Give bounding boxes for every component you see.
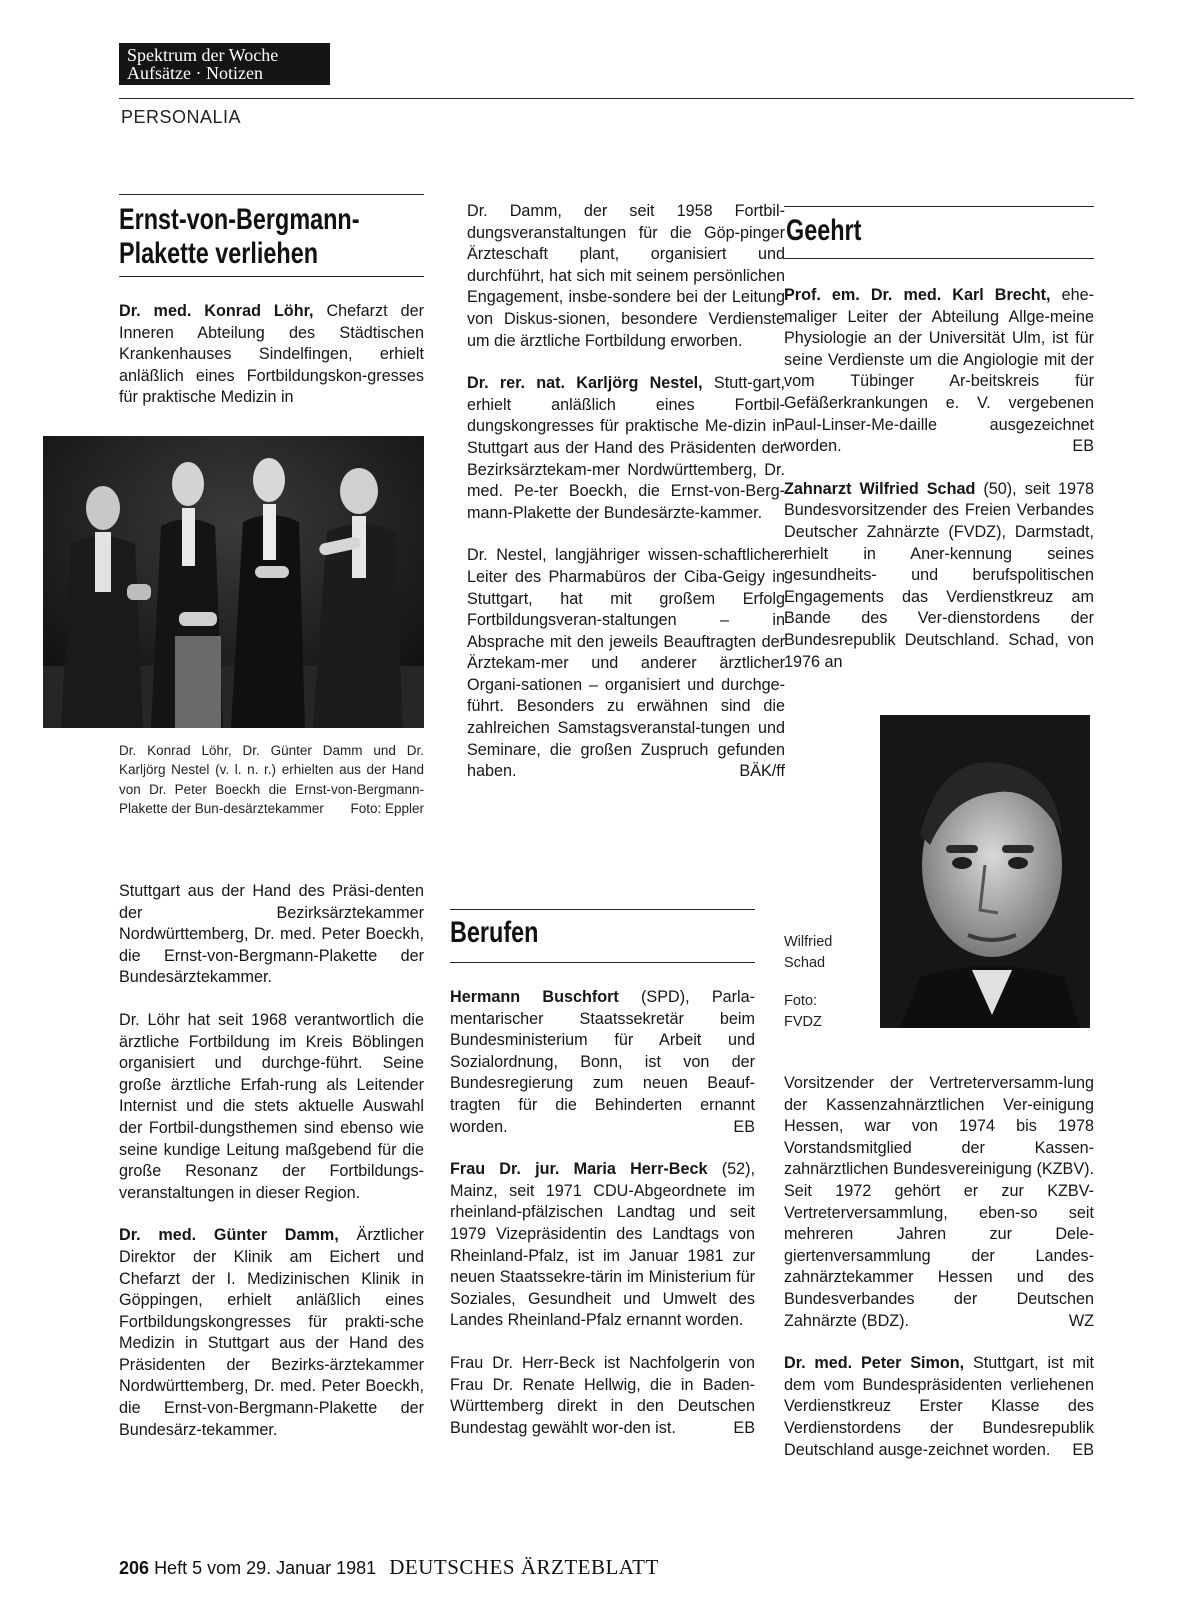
article-3-headline: Geehrt	[786, 214, 862, 247]
caption-text: Dr. Konrad Löhr, Dr. Günter Damm und Dr. Karljörg Nestel (v. l. n. r.) erhielten aus der Hand von Dr. Peter Boeckh die Ernst-von-Bergmann-Plakette der Bun-desärztekammer	[119, 743, 424, 816]
author-signature: EB	[1072, 1440, 1094, 1459]
paragraph-herr-beck-successor	[450, 1353, 755, 1439]
kicker-line-1: Spektrum der Woche	[127, 45, 279, 65]
paragraph-text: (50), seit 1978 Bundesvorsitzender des Freien Verbandes Deutscher Zahnärzte (FVDZ), Darmstadt, erhielt in Aner-kennung seines gesundheits- und berufspolitischen Engagements das Verdienstkreuz am Bande des Ver-dienstordens der Bundesrepublik Deutschland. Schad, von 1976 an	[784, 479, 1094, 671]
masthead: DEUTSCHES ÄRZTEBLATT	[389, 1555, 659, 1579]
person-name: Dr. rer. nat. Karljörg Nestel,	[467, 374, 703, 393]
section-title: PERSONALIA	[121, 107, 242, 127]
author-signature: EB	[733, 1117, 755, 1136]
paragraph-text: Stuttgart, ist mit dem vom Bundespräsidenten verliehenen Verdienstkreuz Erster Klasse des Verdienstordens der Bundesrepublik Deutschland ausge-zeichnet worden.	[784, 1354, 1094, 1459]
article-1-title-rule	[119, 276, 424, 277]
page-number: 206	[119, 1558, 150, 1578]
article-1-continued	[467, 201, 785, 783]
portrait-credit-line-1: Foto:	[784, 993, 818, 1009]
paragraph-simon	[784, 1353, 1094, 1461]
paragraph-text: ehe-maliger Leiter der Abteilung Allge-meine Physiologie an der Universität Ulm, ist für seine Verdienste um die Angiologie mit der vom Tübinger Ar-beitskreis für Gefäßerkrankungen e. V. vergebenen Paul-Linser-Me-daille ausgezeichnet worden.	[784, 286, 1094, 456]
article-3-body	[784, 285, 1094, 673]
portrait-credit-line-2: FVDZ	[784, 1014, 822, 1030]
person-name: Prof. em. Dr. med. Karl Brecht,	[784, 286, 1051, 304]
paragraph-damm-bio: Dr. Damm, der seit 1958 Fortbil-dungsveranstaltungen für die Göp-pinger Ärzteschaft plant, organisiert und durchführt, hat sich mit seinem persönlichen Engagement, insbe-sondere bei der Leitung von Diskus-sionen, besondere Verdienste um die ärztliche Fortbildung erworben.	[467, 202, 785, 350]
portrait-image	[880, 715, 1090, 1028]
paragraph-text: Chefarzt der Inneren Abteilung des Städtischen Krankenhauses Sindelfingen, erhielt anläßlich eines Fortbildungskon-gresses für praktische Medizin in	[119, 302, 424, 407]
author-signature: EB	[733, 1418, 755, 1437]
person-name: Dr. med. Konrad Löhr,	[119, 302, 314, 320]
paragraph-text: Stutt-gart, erhielt anläßlich eines Fortbil-dungskongresses für praktische Me-dizin in Stuttgart aus der Hand des Präsidenten der Bezirksärztekam-mer Nordwürttemberg, Dr. med. Pe-ter Boeckh, die Ernst-von-Berg-mann-Plakette der Bundesärzte-kammer.	[467, 374, 785, 522]
paragraph-text: (SPD), Parla-mentarischer Staatssekretär beim Bundesministerium für Arbeit und Sozialordnung, Bonn, ist von der Bundesregierung zum neuen Beauf-tragten für die Behinderten ernannt worden.	[450, 988, 755, 1136]
author-signature: EB	[1072, 437, 1094, 456]
issue-info: Heft 5 vom 29. Januar 1981	[154, 1558, 377, 1578]
person-name: Dr. med. Peter Simon,	[784, 1354, 965, 1373]
article-1-top-rule	[119, 194, 424, 195]
person-name: Frau Dr. jur. Maria Herr-Beck	[450, 1160, 708, 1179]
paragraph-text: Dr. Nestel, langjähriger wissen-schaftlicher Leiter des Pharmabüros der Ciba-Geigy in Stuttgart, hat mit großem Erfolg Fortbildungsveran-staltungen – in Absprache mit den jeweils Beauftragten der Ärztekam-mer und anderer ärztlicher Organi-sationen – organisiert und durchge-führt. Besonders zu erwähnen sind die zahlreichen Samstagsveranstal-tungen und Seminare, die großen Zuspruch gefunden haben.	[467, 546, 785, 781]
author-signature: WZ	[1068, 1311, 1094, 1330]
article-3-body-cont	[784, 1073, 1094, 1461]
paragraph-text: Ärztlicher Direktor der Klinik am Eichert und Chefarzt der I. Medizinischen Klinik in Göppingen, erhielt anläßlich eines Fortbildungskongresses für prakti-sche Medizin in Stuttgart aus der Hand des Präsidenten der Bezirks-ärztekammer Nordwürttemberg, Dr. med. Peter Boeckh, die Ernst-von-Bergmann-Plakette der Bundesärz-tekammer.	[119, 1226, 424, 1439]
kicker-line-2: Aufsätze · Notizen	[127, 63, 263, 83]
header-rule	[119, 98, 1134, 99]
paragraph-text: Frau Dr. Herr-Beck ist Nachfolgerin von Frau Dr. Renate Hellwig, die in Baden-Württemberg direkt in den Deutschen Bundestag gewählt wor-den ist.	[450, 1353, 755, 1437]
portrait-caption-line-2: Schad	[784, 955, 826, 971]
portrait-caption-line-1: Wilfried	[784, 934, 833, 950]
paragraph-nestel	[467, 373, 785, 524]
paragraph-text: (52), Mainz, seit 1971 CDU-Abgeordnete im rheinland-pfälzischen Landtag und seit 1979 Vizepräsidentin des Landtags von Rheinland-Pfalz, ist im Januar 1981 zur neuen Staatssekre-tärin im Ministerium für Soziales, Gesundheit und Umwelt des Landes Rheinland-Pfalz ernannt worden.	[450, 1160, 755, 1330]
group-photo-image	[43, 436, 424, 728]
article-2-body	[450, 987, 755, 1439]
headline-line-1: Ernst-von-Bergmann-	[119, 203, 360, 236]
paragraph-damm	[119, 1225, 424, 1441]
article-2-headline: Berufen	[450, 916, 539, 949]
schad-portrait-photo	[880, 715, 1090, 1028]
paragraph-loehr-cont: Stuttgart aus der Hand des Präsi-denten der Bezirksärztekammer Nordwürttemberg, Dr. med. Peter Boeckh, die Ernst-von-Bergmann-Plakette der Bundesärztekammer.	[119, 882, 424, 987]
article-2-top-rule	[450, 909, 755, 910]
paragraph-schad-cont	[784, 1073, 1094, 1332]
headline-line-2: Plakette verliehen	[119, 237, 319, 270]
author-signature: BÄK/ff	[739, 762, 785, 781]
person-name: Hermann Buschfort	[450, 988, 619, 1006]
article-3-top-rule	[784, 206, 1094, 207]
page-footer	[119, 1555, 659, 1580]
portrait-credit	[784, 991, 822, 1033]
paragraph-loehr	[119, 301, 424, 409]
paragraph-herr-beck	[450, 1159, 755, 1332]
article-2-title-rule	[450, 962, 755, 963]
person-name: Zahnarzt Wilfried Schad	[784, 479, 976, 498]
article-1-body	[119, 881, 424, 1441]
paragraph-loehr-bio: Dr. Löhr hat seit 1968 verantwortlich die ärztliche Fortbildung im Kreis Böblingen organisiert und durchge-führt. Seine große ärztliche Erfah-rung als Leitender Internist und die stets aktuelle Auswahl der Fortbil-dungsthemen sind ebenso wie seine kundige Leitung maßgebend für die große Resonanz der Fortbildungs-veranstaltungen in dieser Region.	[119, 1010, 424, 1202]
portrait-caption	[784, 932, 832, 974]
article-1-intro	[119, 301, 424, 409]
article-1-headline	[119, 203, 360, 271]
paragraph-schad	[784, 479, 1094, 673]
paragraph-buschfort	[450, 987, 755, 1138]
award-group-photo	[43, 436, 424, 728]
paragraph-text: Vorsitzender der Vertreterversamm-lung der Kassenzahnärztlichen Ver-einigung Hessen, war von 1974 bis 1978 Vorstandsmitglied der Kassen-zahnärztlichen Bundesvereinigung (KZBV). Seit 1972 gehört er zur KZBV-Vertreterversammlung, eben-so seit mehreren Jahren zur Dele-giertenversammlung der Landes-zahnärztekammer Hessen und des Bundesverbandes der Deutschen Zahnärzte (BDZ).	[784, 1074, 1094, 1330]
article-3-title-rule	[784, 258, 1094, 259]
paragraph-nestel-bio	[467, 545, 785, 783]
person-name: Dr. med. Günter Damm,	[119, 1226, 339, 1245]
section-kicker	[119, 43, 330, 85]
group-photo-caption	[119, 741, 424, 818]
paragraph-brecht	[784, 285, 1094, 458]
photo-credit: Foto: Eppler	[350, 800, 424, 816]
